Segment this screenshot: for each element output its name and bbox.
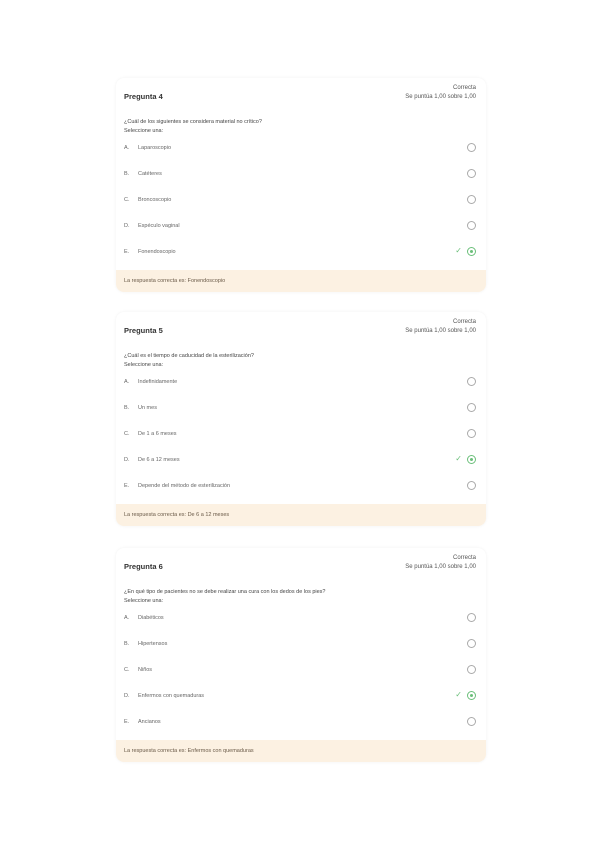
- radio-button[interactable]: [467, 377, 476, 386]
- question-prompt: Seleccione una:: [124, 598, 164, 604]
- status-label: Correcta: [452, 85, 476, 91]
- feedback-box: La respuesta correcta es: Enfermos con quemaduras: [116, 740, 486, 762]
- radio-button[interactable]: [467, 639, 476, 648]
- option-label: Un mes: [138, 405, 157, 411]
- question-prompt: Seleccione una:: [124, 128, 164, 134]
- option[interactable]: [124, 632, 476, 658]
- question-text: ¿Cuál es el tiempo de caducidad de la esterilización?: [124, 353, 254, 359]
- option-label: Fonendoscopio: [138, 249, 176, 255]
- option[interactable]: [124, 396, 476, 422]
- option-label: Laparoscopio: [138, 145, 172, 151]
- option-label: De 1 a 6 meses: [138, 431, 177, 437]
- radio-button[interactable]: [467, 403, 476, 412]
- option[interactable]: [124, 188, 476, 214]
- option[interactable]: [124, 214, 476, 240]
- option-list: [116, 606, 486, 736]
- option-label: Niños: [138, 667, 153, 673]
- radio-button[interactable]: [467, 665, 476, 674]
- option-letter: B.: [124, 171, 130, 177]
- question-title: Pregunta 5: [124, 326, 163, 335]
- radio-button[interactable]: [467, 455, 476, 464]
- option-list: [116, 370, 486, 500]
- question-text: ¿Cuál de los siguientes se considera material no crítico?: [124, 119, 262, 125]
- option-letter: C.: [124, 197, 130, 203]
- option-letter: D.: [124, 223, 130, 229]
- option[interactable]: [124, 370, 476, 396]
- question-header: [116, 78, 486, 118]
- option-letter: B.: [124, 405, 130, 411]
- check-icon: ✓: [455, 454, 462, 463]
- question-title: Pregunta 6: [124, 562, 163, 571]
- radio-button[interactable]: [467, 613, 476, 622]
- option[interactable]: [124, 448, 476, 474]
- question-title: Pregunta 4: [124, 92, 163, 101]
- option[interactable]: [124, 240, 476, 266]
- radio-button[interactable]: [467, 247, 476, 256]
- option[interactable]: [124, 658, 476, 684]
- option-letter: C.: [124, 431, 130, 437]
- option-letter: A.: [124, 615, 130, 621]
- question-header: [116, 548, 486, 588]
- option-label: Catéteres: [138, 171, 162, 177]
- option-letter: E.: [124, 719, 130, 725]
- option[interactable]: [124, 422, 476, 448]
- radio-button[interactable]: [467, 691, 476, 700]
- option-letter: B.: [124, 641, 130, 647]
- option[interactable]: [124, 136, 476, 162]
- feedback-box: La respuesta correcta es: De 6 a 12 meses: [116, 504, 486, 526]
- option[interactable]: [124, 710, 476, 736]
- option-label: Indefinidamente: [138, 379, 178, 385]
- check-icon: ✓: [455, 690, 462, 699]
- radio-button[interactable]: [467, 195, 476, 204]
- option-label: De 6 a 12 meses: [138, 457, 180, 463]
- status-label: Correcta: [452, 555, 476, 561]
- option-letter: E.: [124, 249, 130, 255]
- option[interactable]: [124, 162, 476, 188]
- option-list: [116, 136, 486, 266]
- option-label: Hipertensos: [138, 641, 168, 647]
- score-label: Se puntúa 1,00 sobre 1,00: [405, 94, 476, 100]
- option-label: Depende del método de esterilización: [138, 483, 231, 489]
- radio-button[interactable]: [467, 143, 476, 152]
- option-letter: A.: [124, 145, 130, 151]
- feedback-box: La respuesta correcta es: Fonendoscopio: [116, 270, 486, 292]
- option-label: Espéculo vaginal: [138, 223, 180, 229]
- option-letter: E.: [124, 483, 130, 489]
- option[interactable]: [124, 474, 476, 500]
- option-label: Diabéticos: [138, 615, 164, 621]
- option-letter: A.: [124, 379, 130, 385]
- question-text: ¿En qué tipo de pacientes no se debe realizar una cura con los dedos de los pies?: [124, 589, 326, 595]
- option-label: Broncoscopio: [138, 197, 172, 203]
- check-icon: ✓: [455, 246, 462, 255]
- question-status: [405, 318, 476, 336]
- option[interactable]: [124, 606, 476, 632]
- radio-button[interactable]: [467, 481, 476, 490]
- question-header: [116, 312, 486, 352]
- option-letter: D.: [124, 457, 130, 463]
- option-label: Enfermos con quemaduras: [138, 693, 205, 699]
- status-label: Correcta: [452, 319, 476, 325]
- option-letter: C.: [124, 667, 130, 673]
- question-prompt: Seleccione una:: [124, 362, 164, 368]
- question-card: [116, 78, 486, 292]
- radio-button[interactable]: [467, 429, 476, 438]
- option-label: Ancianos: [138, 719, 161, 725]
- question-status: [405, 554, 476, 572]
- option[interactable]: [124, 684, 476, 710]
- question-card: [116, 548, 486, 762]
- score-label: Se puntúa 1,00 sobre 1,00: [405, 564, 476, 570]
- radio-button[interactable]: [467, 221, 476, 230]
- question-card: [116, 312, 486, 526]
- question-status: [405, 84, 476, 102]
- option-letter: D.: [124, 693, 130, 699]
- score-label: Se puntúa 1,00 sobre 1,00: [405, 328, 476, 334]
- radio-button[interactable]: [467, 717, 476, 726]
- radio-button[interactable]: [467, 169, 476, 178]
